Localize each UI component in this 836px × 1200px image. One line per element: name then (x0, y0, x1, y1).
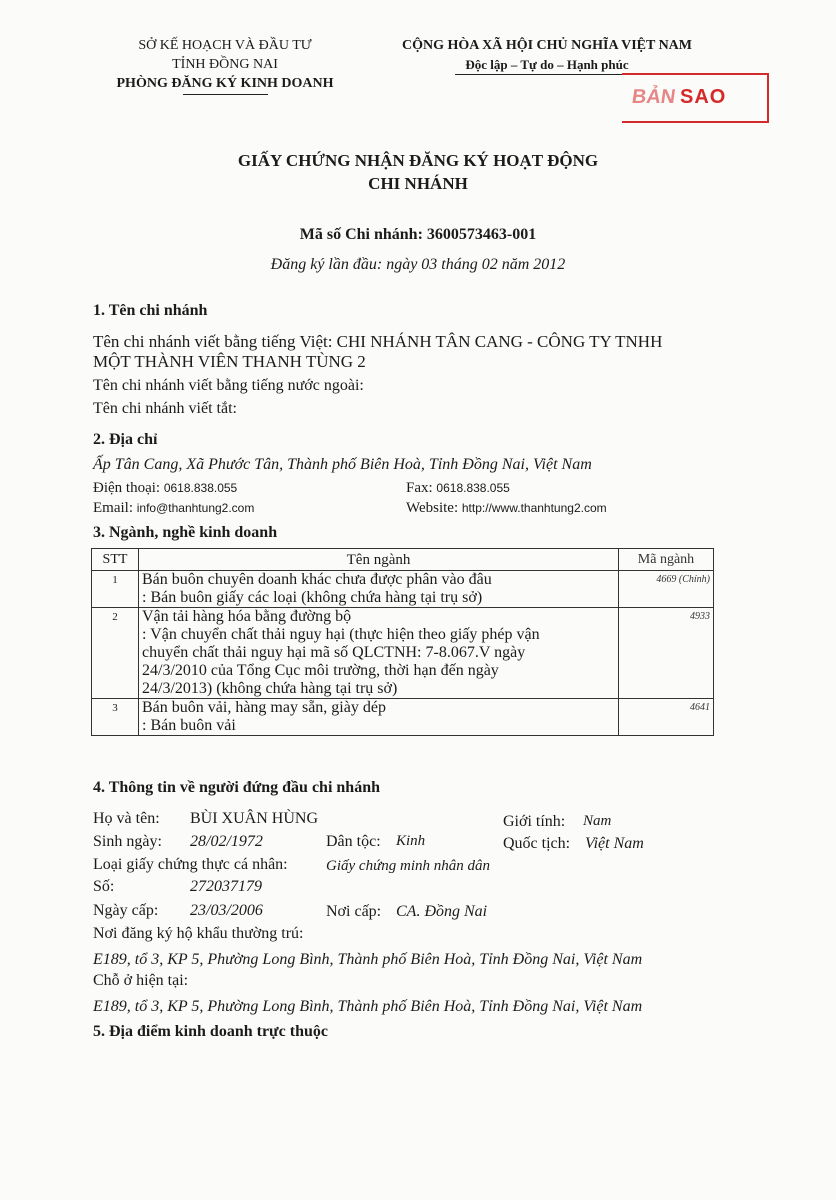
current-residence-value: E189, tổ 3, KP 5, Phường Long Bình, Thành phố Biên Hoà, Tỉnh Đồng Nai, Việt Nam (93, 998, 643, 1015)
phone-value: 0618.838.055 (163, 481, 238, 495)
email-row (93, 500, 254, 517)
section-2-heading: 2. Địa chỉ (93, 431, 158, 448)
issue-date-label: Ngày cấp: (93, 902, 159, 919)
website-label: Website: (406, 500, 459, 516)
dob-value: 28/02/1972 (190, 833, 263, 850)
branch-name-short: Tên chi nhánh viết tắt: (93, 400, 237, 417)
issuer-office: PHÒNG ĐĂNG KÝ KINH DOANH (116, 76, 334, 91)
id-no-label: Số: (93, 878, 115, 895)
row-stt: 2 (92, 608, 139, 699)
section-1-heading: 1. Tên chi nhánh (93, 302, 208, 319)
header-right-underline (455, 74, 640, 75)
issue-date-value: 23/03/2006 (190, 902, 263, 919)
gender-value: Nam (583, 813, 612, 829)
issue-place-label: Nơi cấp: (326, 903, 382, 920)
fax-row (406, 480, 510, 497)
ethnic-label: Dân tộc: (326, 833, 381, 850)
fax-label: Fax: (406, 480, 433, 496)
row-name (139, 699, 619, 736)
row-stt: 1 (92, 571, 139, 608)
row-code: 4933 (619, 608, 714, 699)
phone-label: Điện thoại: (93, 480, 161, 496)
row-name-line: 24/3/2013) (không chứa hàng tại trụ sở) (142, 680, 398, 697)
branch-name-vn-line2: MỘT THÀNH VIÊN THANH TÙNG 2 (93, 352, 366, 371)
row-name (139, 608, 619, 699)
copy-stamp-smudge: BẢN (630, 86, 677, 108)
residence-value: E189, tổ 3, KP 5, Phường Long Bình, Thành phố Biên Hoà, Tỉnh Đồng Nai, Việt Nam (93, 951, 643, 968)
table-row (92, 608, 714, 699)
country-name: CỘNG HÒA XÃ HỘI CHỦ NGHĨA VIỆT NAM (401, 38, 692, 53)
nationality-label: Quốc tịch: (503, 835, 571, 852)
phone-row (93, 480, 237, 497)
issuer-province: TỈNH ĐỒNG NAI (172, 57, 278, 72)
branch-address: Ấp Tân Cang, Xã Phước Tân, Thành phố Biên Hoà, Tỉnh Đồng Nai, Việt Nam (93, 456, 592, 473)
table-row (92, 571, 714, 608)
row-name-line: chuyển chất thải nguy hại mã số QLCTNH: 7-8.067.V ngày (142, 644, 526, 661)
website-row (406, 500, 607, 517)
current-residence-label: Chỗ ở hiện tại: (93, 972, 189, 989)
email-label: Email: (93, 500, 133, 516)
row-name-line: : Bán buôn vải (142, 717, 236, 734)
section-4-heading: 4. Thông tin về người đứng đầu chi nhánh (93, 779, 380, 796)
document-title: GIẤY CHỨNG NHẬN ĐĂNG KÝ HOẠT ĐỘNG (237, 151, 599, 170)
issuer-department: SỞ KẾ HOẠCH VÀ ĐẦU TƯ (138, 38, 312, 53)
row-code: 4641 (619, 699, 714, 736)
row-name-line: Bán buôn chuyên doanh khác chưa được phân vào đâu (142, 571, 492, 588)
row-name-line: : Vận chuyển chất thải nguy hại (thực hiện theo giấy phép vận (142, 626, 540, 643)
col-code: Mã ngành (619, 549, 714, 571)
fax-value: 0618.838.055 (436, 481, 510, 495)
row-name-line: 24/3/2010 của Tổng Cục môi trường, thời hạn đến ngày (142, 662, 499, 679)
id-type-value: Giấy chứng minh nhân dân (326, 858, 490, 874)
issue-place-value: CA. Đồng Nai (396, 903, 488, 920)
section-5-heading: 5. Địa điểm kinh doanh trực thuộc (93, 1023, 328, 1040)
ethnic-value: Kinh (396, 833, 426, 849)
row-code: 4669 (Chính) (619, 571, 714, 608)
id-type-label: Loại giấy chứng thực cá nhân: (93, 856, 288, 873)
row-name-line: : Bán buôn giấy các loại (không chứa hàng tại trụ sở) (142, 589, 483, 606)
row-name (139, 571, 619, 608)
col-stt: STT (92, 549, 139, 571)
table-row (92, 699, 714, 736)
branch-name-foreign: Tên chi nhánh viết bằng tiếng nước ngoài: (93, 377, 364, 394)
head-name-value: BÙI XUÂN HÙNG (190, 810, 318, 827)
section-3-heading: 3. Ngành, nghề kinh doanh (93, 524, 278, 541)
head-name-label: Họ và tên: (93, 810, 160, 827)
row-name-line: Bán buôn vải, hàng may sẵn, giày dép (142, 699, 386, 716)
residence-label: Nơi đăng ký hộ khẩu thường trú: (93, 925, 304, 942)
gender-label: Giới tính: (503, 813, 566, 830)
email-value: info@thanhtung2.com (136, 501, 255, 515)
copy-stamp: SAO (680, 86, 727, 108)
nationality-value: Việt Nam (585, 835, 644, 852)
country-motto: Độc lập – Tự do – Hạnh phúc (465, 57, 629, 72)
document-subtitle: CHI NHÁNH (368, 174, 468, 193)
row-stt: 3 (92, 699, 139, 736)
dob-label: Sinh ngày: (93, 833, 162, 850)
branch-code: Mã số Chi nhánh: 3600573463-001 (299, 226, 537, 243)
business-lines-table (91, 548, 714, 736)
row-name-line: Vận tải hàng hóa bằng đường bộ (142, 608, 352, 625)
branch-name-vn-line1: Tên chi nhánh viết bằng tiếng Việt: CHI NHÁNH TÂN CANG - CÔNG TY TNHH (93, 332, 663, 351)
website-value: http://www.thanhtung2.com (461, 501, 607, 515)
first-registration-date: Đăng ký lần đầu: ngày 03 tháng 02 năm 2012 (270, 256, 566, 273)
header-left-underline (183, 94, 268, 95)
table-header-row (92, 549, 714, 571)
col-name: Tên ngành (139, 549, 619, 571)
id-no-value: 272037179 (190, 878, 262, 895)
